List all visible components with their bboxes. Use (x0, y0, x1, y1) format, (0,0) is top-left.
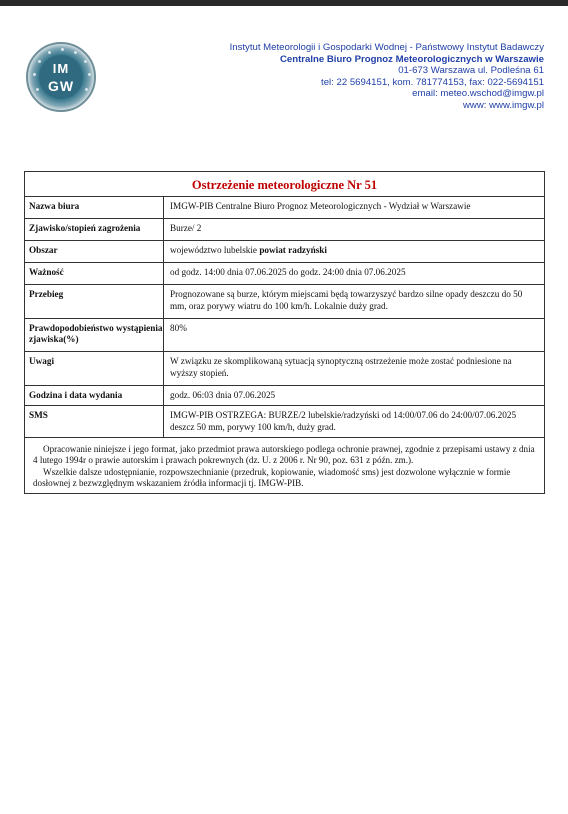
copyright-paragraph: Opracowanie niniejsze i jego format, jako przedmiot prawa autorskiego podlega ochronie prawnej, zgodnie z przepisami ustawy z dnia 4 lutego 1994r o prawie autorskim i prawach pokrewnych (dz. U. z 2006 r. Nr 90, poz. 631 z późn. zm.). (33, 444, 535, 466)
row-value: Prognozowane są burze, którym miejscami będą towarzyszyć bardzo silne opady deszczu do 50 mm, oraz porywy wiatru do 100 km/h. Lokalnie duży grad. (170, 289, 523, 311)
institute-header (230, 42, 544, 111)
table-row (25, 386, 544, 406)
row-label: SMS (25, 406, 164, 437)
warning-table (24, 171, 545, 494)
row-label: Zjawisko/stopień zagrożenia (25, 219, 164, 240)
row-value: godz. 06:03 dnia 07.06.2025 (170, 390, 276, 400)
row-label: Ważność (25, 263, 164, 284)
warning-title: Ostrzeżenie meteorologiczne Nr 51 (25, 172, 544, 197)
area-county: powiat radzyński (259, 245, 327, 255)
phone: tel: 22 5694151, kom. 781774153, fax: 022-5694151 (321, 76, 544, 88)
row-label: Uwagi (25, 352, 164, 385)
row-label: Nazwa biura (25, 197, 164, 218)
institute-name: Instytut Meteorologii i Gospodarki Wodnej - Państwowy Instytut Badawczy (229, 42, 544, 53)
row-value: od godz. 14:00 dnia 07.06.2025 do godz. 24:00 dnia 07.06.2025 (170, 267, 406, 277)
address: 01-673 Warszawa ul. Podleśna 61 (398, 65, 544, 76)
row-value: IMGW-PIB OSTRZEGA: BURZE/2 lubelskie/radzyński od 14:00/07.06 do 24:00/07.06.2025 deszcz 50 mm, porywy 100 km/h, duży grad. (170, 410, 517, 432)
row-value: 80% (170, 323, 187, 333)
redistribution-paragraph: Wszelkie dalsze udostępnianie, rozpowszechnianie (przedruk, kopiowanie, wiadomość sms) jest dozwolone wyłącznie w formie dosłownej z bezwzględnym wskazaniem źródła informacji tj. IMGW-PIB. (33, 466, 511, 488)
area-voivodeship: województwo lubelskie (170, 245, 260, 255)
table-row (25, 285, 544, 319)
table-row (25, 406, 544, 438)
table-row (25, 197, 544, 219)
row-label: Przebieg (25, 285, 164, 318)
table-row (25, 241, 544, 263)
logo-text-top: IM (52, 61, 70, 76)
copyright-notice (25, 438, 544, 493)
imgw-logo-icon (26, 42, 96, 112)
row-value: W związku ze skomplikowaną sytuacją synoptyczną ostrzeżenie może zostać podniesione na wyższy stopień. (170, 356, 512, 378)
top-bar (0, 0, 568, 6)
row-label: Prawdopodobieństwo wystąpienia zjawiska(%) (25, 319, 164, 351)
table-row (25, 219, 544, 241)
row-value (164, 241, 544, 262)
row-value: Burze/ 2 (170, 223, 202, 233)
office-name: Centralne Biuro Prognoz Meteorologicznych w Warszawie (279, 53, 544, 65)
row-label: Godzina i data wydania (25, 386, 164, 405)
logo-text-bottom: GW (47, 78, 75, 94)
website[interactable]: www: www.imgw.pl (462, 99, 544, 111)
row-value: IMGW-PIB Centralne Biuro Prognoz Meteorologicznych - Wydział w Warszawie (170, 201, 471, 211)
email[interactable]: email: meteo.wschod@imgw.pl (412, 88, 544, 99)
table-row (25, 263, 544, 285)
table-row (25, 352, 544, 386)
table-row (25, 319, 544, 352)
row-label: Obszar (25, 241, 164, 262)
